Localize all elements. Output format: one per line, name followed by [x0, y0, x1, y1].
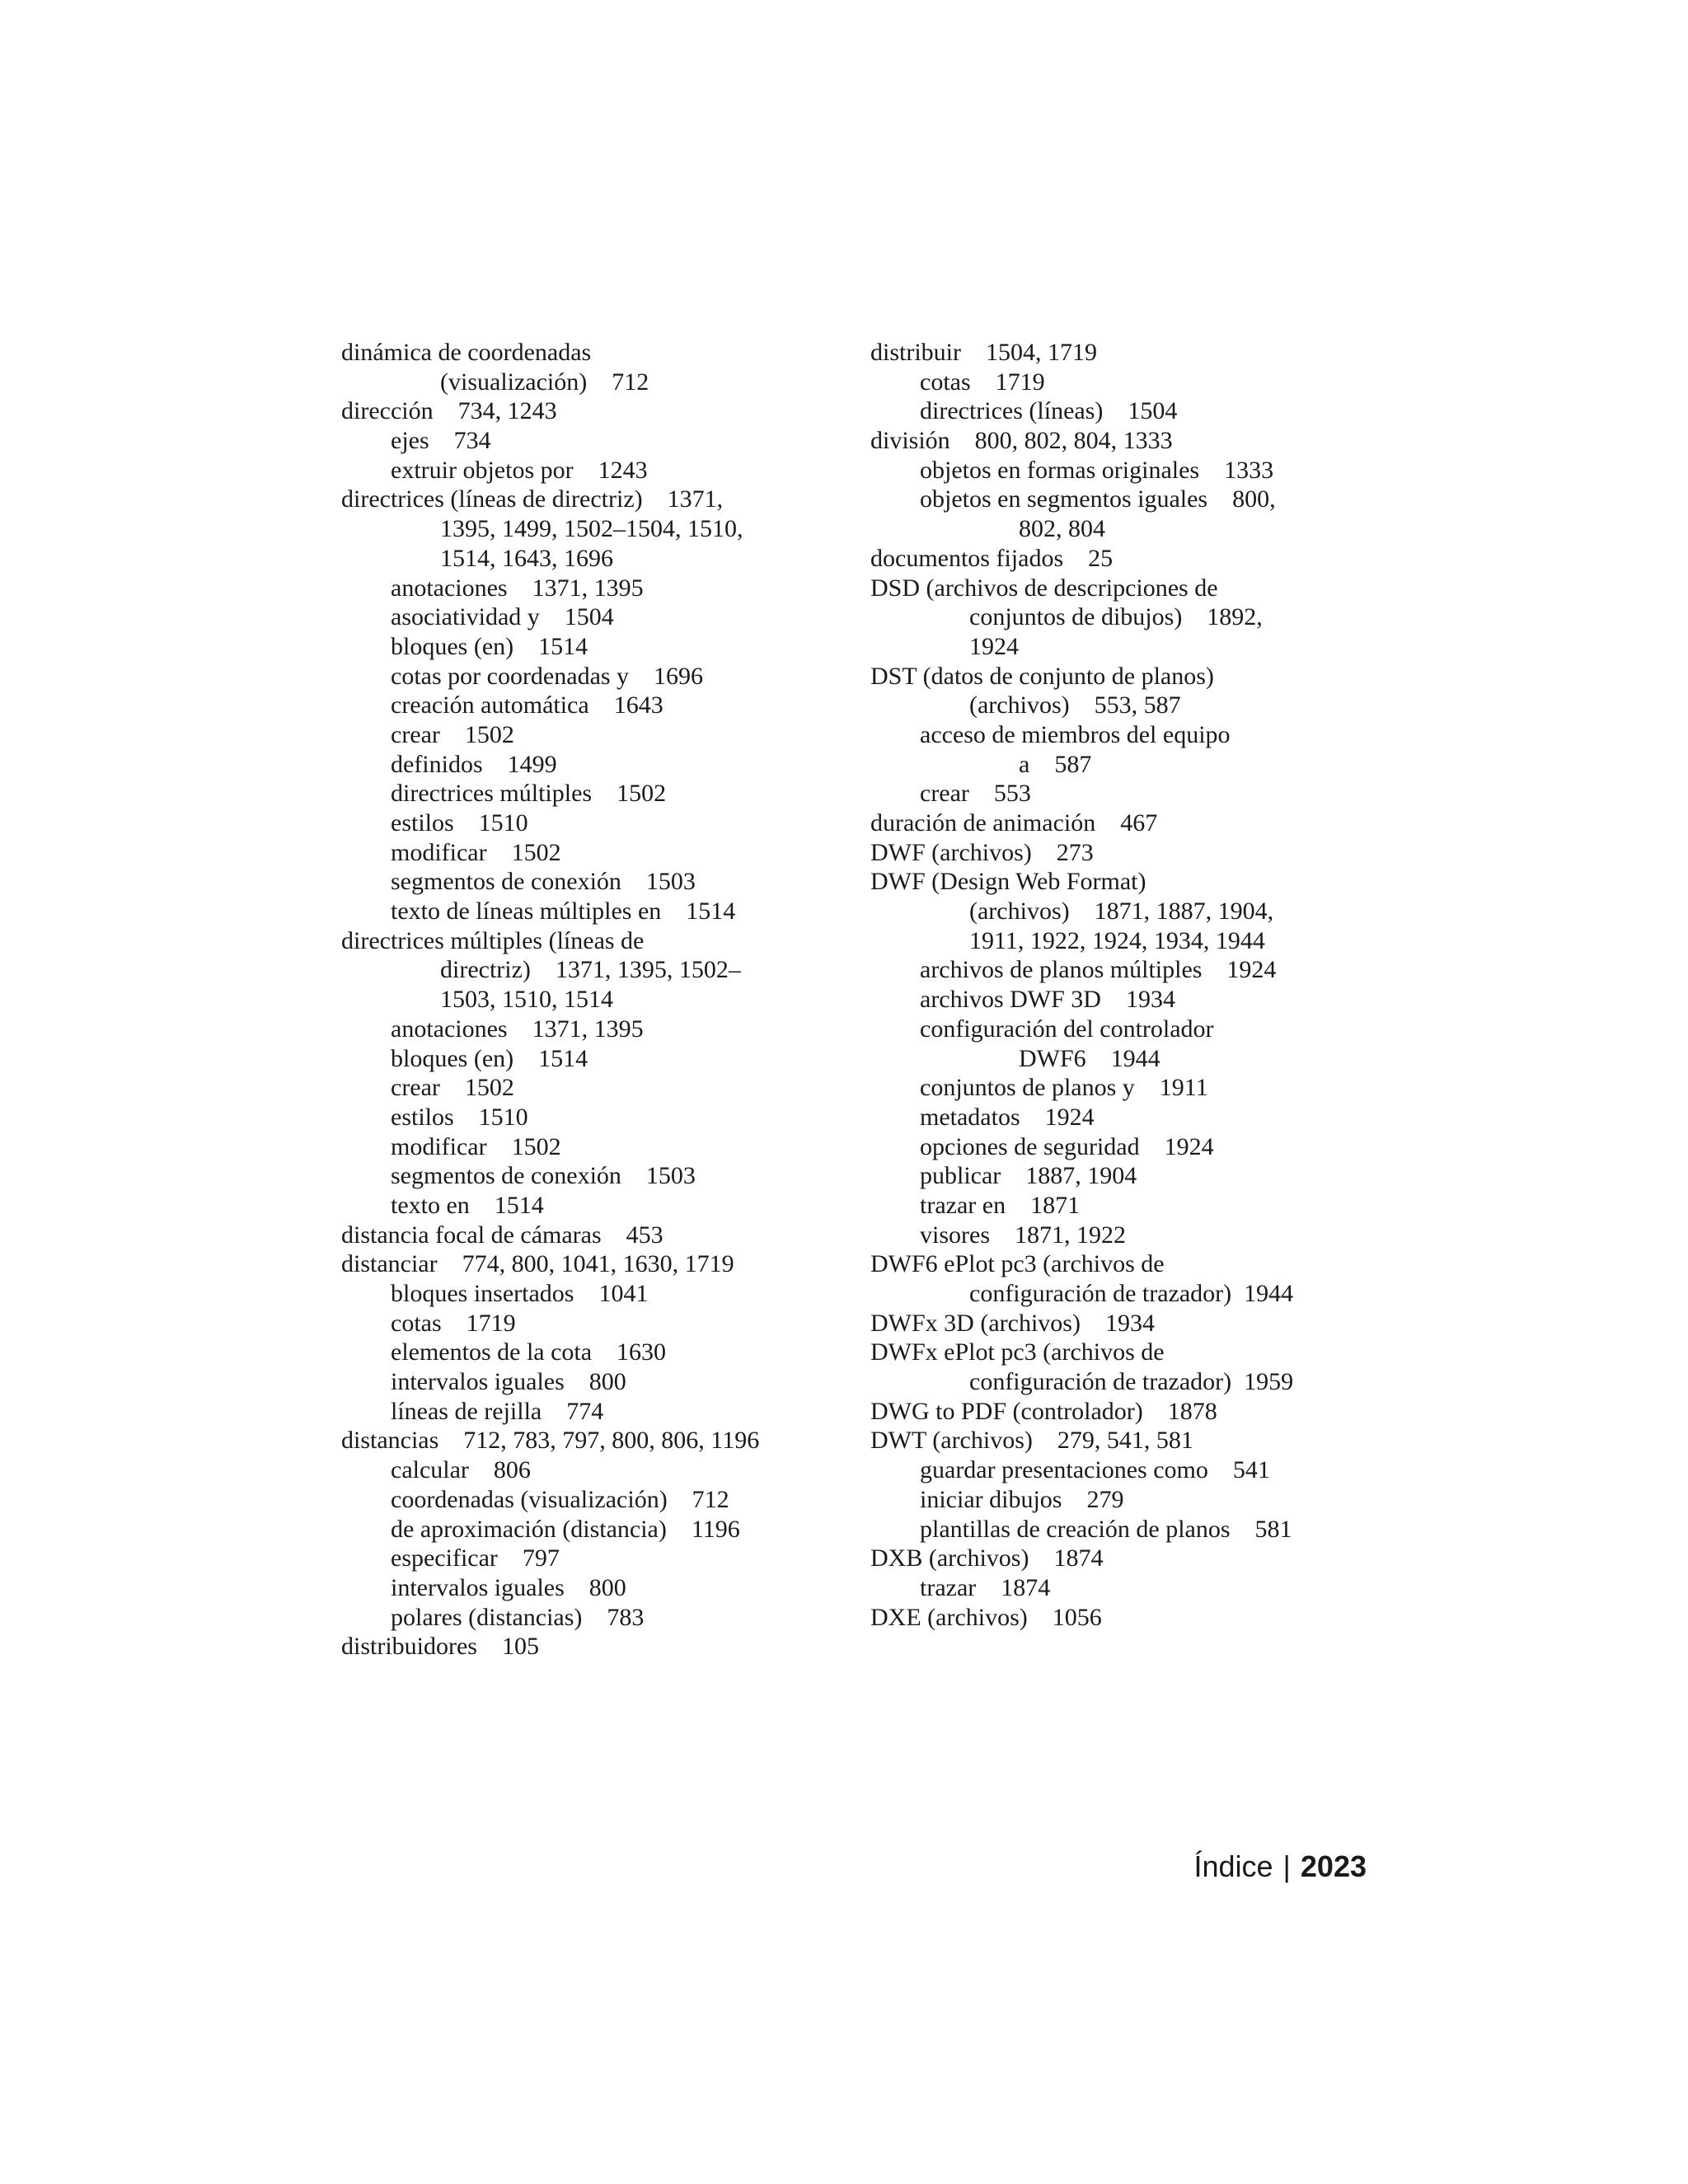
index-subentry: anotaciones 1371, 1395	[391, 574, 644, 602]
index-entry: distancias 712, 783, 797, 800, 806, 1196	[341, 1427, 760, 1455]
index-subentry: anotaciones 1371, 1395	[391, 1015, 644, 1043]
index-subentry: cotas por coordenadas y 1696	[391, 662, 704, 690]
index-subentry: ejes 734	[391, 427, 491, 455]
index-subentry: 1395, 1499, 1502–1504, 1510,	[440, 515, 743, 543]
index-subentry: asociatividad y 1504	[391, 603, 614, 631]
index-subentry: cotas 1719	[391, 1309, 516, 1337]
index-entry: dinámica de coordenadas	[341, 339, 592, 366]
index-subentry: crear 553	[920, 780, 1031, 808]
index-entry: DXB (archivos) 1874	[870, 1544, 1104, 1572]
index-subentry: objetos en segmentos iguales 800,	[920, 485, 1276, 513]
index-subentry: publicar 1887, 1904	[920, 1162, 1137, 1190]
index-subentry: (visualización) 712	[440, 368, 649, 396]
index-entry: directrices múltiples (líneas de	[341, 926, 645, 954]
index-subentry: texto en 1514	[391, 1191, 544, 1219]
index-subentry: segmentos de conexión 1503	[391, 868, 696, 896]
index-subentry: creación automática 1643	[391, 691, 663, 719]
index-subentry: crear 1502	[391, 1074, 514, 1102]
index-subentry: 1924	[969, 632, 1019, 660]
index-subentry: DWF6 1944	[1019, 1044, 1160, 1072]
footer-separator: |	[1282, 1849, 1291, 1883]
index-subentry: cotas 1719	[920, 368, 1045, 396]
index-subentry: modificar 1502	[391, 1132, 561, 1160]
index-subentry: plantillas de creación de planos 581	[920, 1515, 1292, 1543]
index-entry: DWT (archivos) 279, 541, 581	[870, 1427, 1193, 1455]
index-subentry: coordenadas (visualización) 712	[391, 1485, 729, 1513]
index-subentry: modificar 1502	[391, 838, 561, 866]
index-subentry: segmentos de conexión 1503	[391, 1162, 696, 1190]
index-entry: distancia focal de cámaras 453	[341, 1221, 663, 1249]
index-subentry: configuración de trazador) 1959	[969, 1368, 1294, 1396]
index-subentry: polares (distancias) 783	[391, 1603, 645, 1631]
index-subentry: directrices (líneas) 1504	[920, 397, 1178, 425]
page-number: 2023	[1300, 1849, 1367, 1883]
index-subentry: extruir objetos por 1243	[391, 456, 648, 484]
index-subentry: especificar 797	[391, 1544, 560, 1572]
index-subentry: conjuntos de dibujos) 1892,	[969, 603, 1263, 631]
index-subentry: metadatos 1924	[920, 1103, 1095, 1131]
index-subentry: bloques insertados 1041	[391, 1280, 649, 1307]
index-entry: DWF (Design Web Format)	[870, 868, 1146, 896]
index-subentry: 1911, 1922, 1924, 1934, 1944	[969, 926, 1265, 954]
index-subentry: conjuntos de planos y 1911	[920, 1074, 1208, 1102]
index-entry: DWFx 3D (archivos) 1934	[870, 1309, 1155, 1337]
index-entry: DSD (archivos de descripciones de	[870, 574, 1218, 602]
index-subentry: acceso de miembros del equipo	[920, 720, 1231, 748]
index-subentry: iniciar dibujos 279	[920, 1485, 1124, 1513]
index-subentry: 802, 804	[1019, 515, 1105, 543]
index-subentry: texto de líneas múltiples en 1514	[391, 898, 736, 926]
index-column-left	[341, 338, 836, 1661]
index-subentry: a 587	[1019, 750, 1092, 778]
index-entry: documentos fijados 25	[870, 544, 1114, 572]
index-subentry: opciones de seguridad 1924	[920, 1132, 1214, 1160]
index-subentry: configuración del controlador	[920, 1015, 1214, 1043]
page-footer	[1160, 1815, 1367, 1919]
index-subentry: líneas de rejilla 774	[391, 1397, 604, 1425]
index-subentry: bloques (en) 1514	[391, 632, 588, 660]
index-subentry: intervalos iguales 800	[391, 1573, 626, 1601]
index-subentry: 1503, 1510, 1514	[440, 986, 613, 1014]
index-subentry: elementos de la cota 1630	[391, 1338, 667, 1366]
index-subentry: crear 1502	[391, 720, 514, 748]
index-subentry: archivos de planos múltiples 1924	[920, 956, 1277, 984]
index-subentry: directrices múltiples 1502	[391, 780, 667, 808]
index-entry: DST (datos de conjunto de planos)	[870, 662, 1214, 690]
index-entry: DWF (archivos) 273	[870, 838, 1094, 866]
index-entry: dirección 734, 1243	[341, 397, 557, 425]
index-entry: duración de animación 467	[870, 809, 1158, 837]
index-subentry: archivos DWF 3D 1934	[920, 986, 1175, 1014]
index-entry: DWF6 ePlot pc3 (archivos de	[870, 1250, 1165, 1278]
index-subentry: intervalos iguales 800	[391, 1368, 626, 1396]
index-subentry: estilos 1510	[391, 809, 528, 837]
index-subentry: trazar 1874	[920, 1573, 1051, 1601]
index-entry: división 800, 802, 804, 1333	[870, 427, 1173, 455]
index-subentry: (archivos) 553, 587	[969, 691, 1181, 719]
index-subentry: estilos 1510	[391, 1103, 528, 1131]
index-entry: distribuidores 105	[341, 1633, 539, 1661]
index-column-right	[870, 338, 1365, 1632]
index-subentry: calcular 806	[391, 1456, 531, 1484]
index-subentry: (archivos) 1871, 1887, 1904,	[969, 898, 1274, 926]
index-subentry: objetos en formas originales 1333	[920, 456, 1274, 484]
index-subentry: guardar presentaciones como 541	[920, 1456, 1270, 1484]
index-subentry: bloques (en) 1514	[391, 1044, 588, 1072]
index-subentry: directriz) 1371, 1395, 1502–	[440, 956, 741, 984]
index-entry: distanciar 774, 800, 1041, 1630, 1719	[341, 1250, 734, 1278]
index-subentry: de aproximación (distancia) 1196	[391, 1515, 740, 1543]
index-entry: directrices (líneas de directriz) 1371,	[341, 485, 724, 513]
index-entry: DXE (archivos) 1056	[870, 1603, 1102, 1631]
footer-section-label: Índice	[1193, 1849, 1273, 1883]
index-subentry: trazar en 1871	[920, 1191, 1081, 1219]
index-subentry: configuración de trazador) 1944	[969, 1280, 1294, 1307]
index-subentry: visores 1871, 1922	[920, 1221, 1126, 1249]
index-subentry: definidos 1499	[391, 750, 557, 778]
index-subentry: 1514, 1643, 1696	[440, 544, 613, 572]
index-entry: DWFx ePlot pc3 (archivos de	[870, 1338, 1165, 1366]
index-entry: DWG to PDF (controlador) 1878	[870, 1397, 1217, 1425]
index-entry: distribuir 1504, 1719	[870, 339, 1097, 366]
